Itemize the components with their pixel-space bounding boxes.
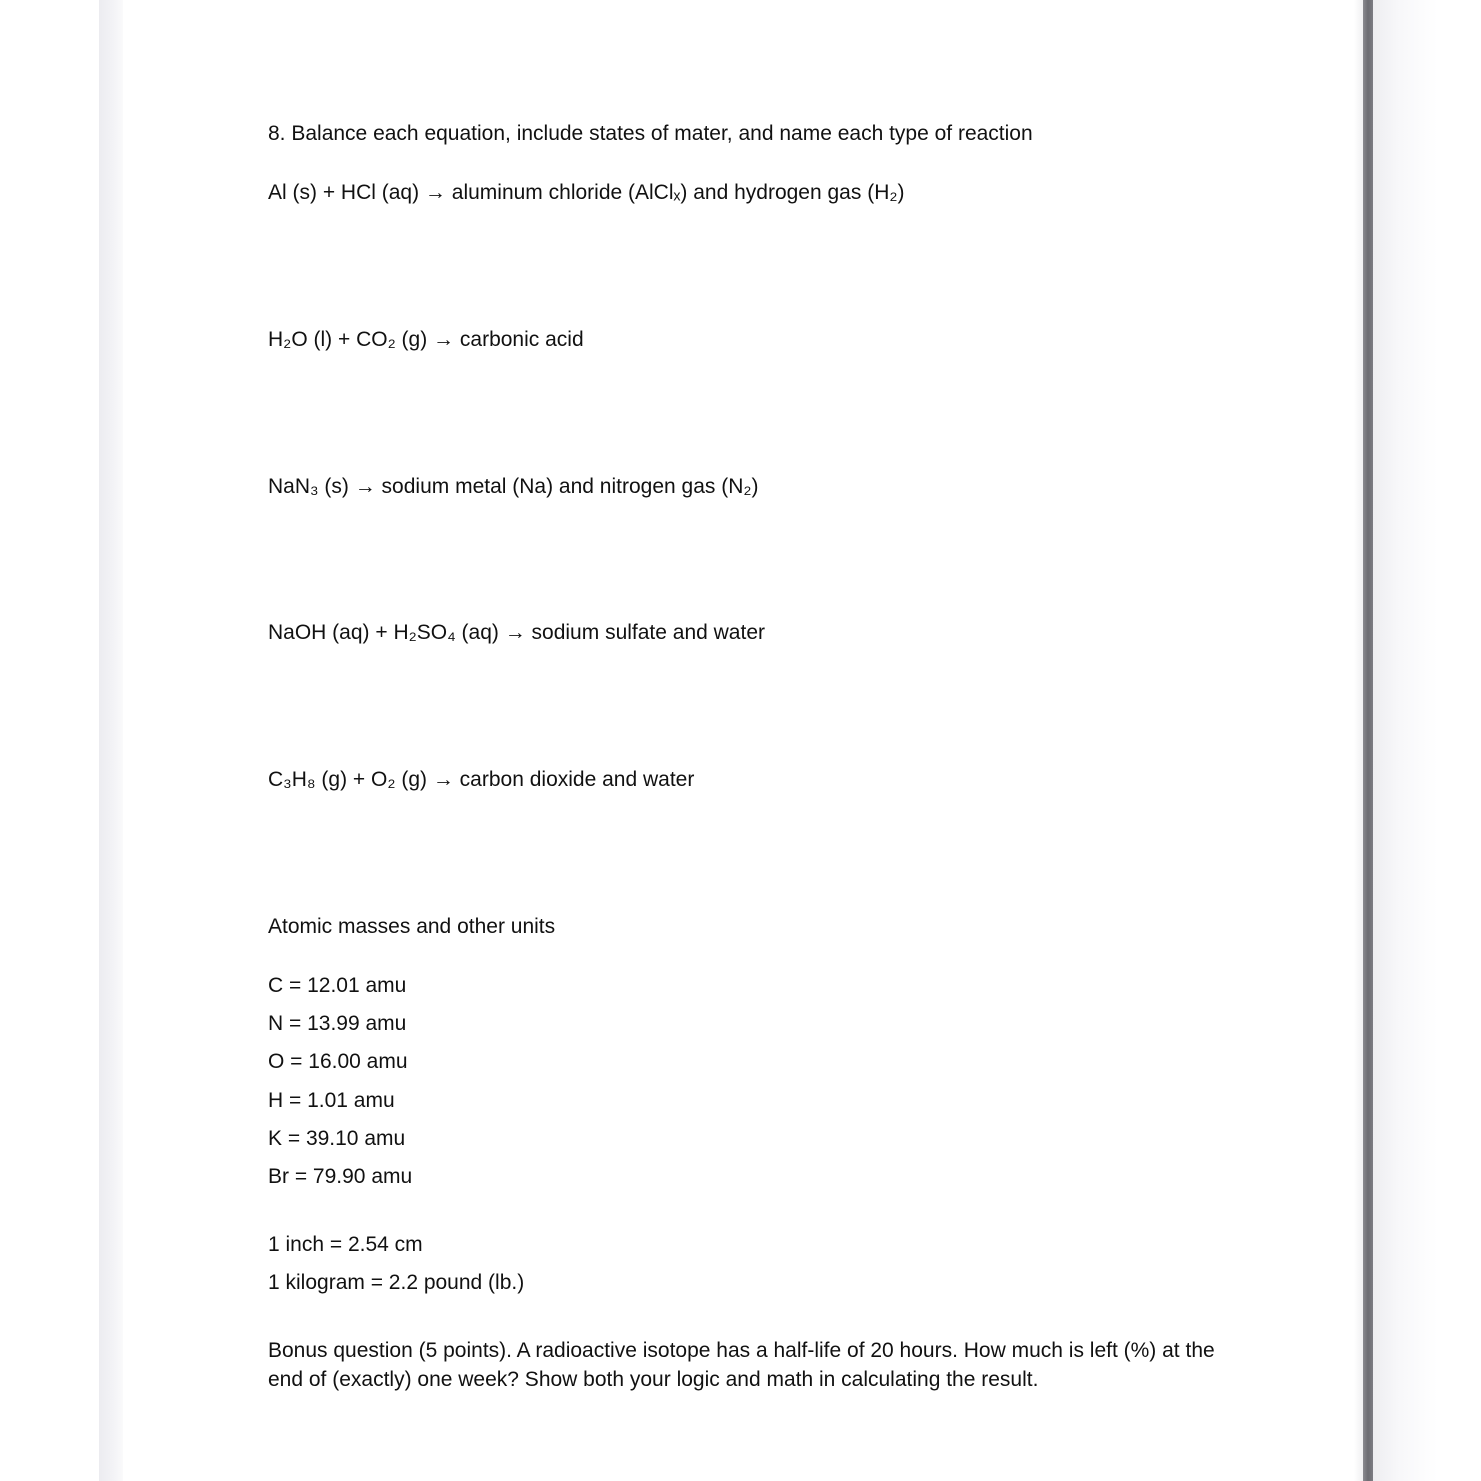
conversion-inch: 1 inch = 2.54 cm — [268, 1233, 423, 1256]
bonus-question: Bonus question (5 points). A radioactive isotope has a half-life of 20 hours. How much is left (%) at the end of (exactly) one week? Show both your logic and math in calculating the result. — [268, 1339, 1215, 1391]
document-page — [123, 0, 1363, 1481]
equation-5: C₃H₈ (g) + O₂ (g) → carbon dioxide and water — [268, 768, 695, 791]
equation-3: NaN₃ (s) → sodium metal (Na) and nitrogen gas (N₂) — [268, 475, 759, 498]
page-left-edge — [99, 0, 123, 1481]
page-right-edge — [1354, 0, 1363, 1481]
question-heading: 8. Balance each equation, include states of mater, and name each type of reaction — [268, 122, 1033, 145]
atomic-mass-br: Br = 79.90 amu — [268, 1165, 413, 1188]
equation-2: H₂O (l) + CO₂ (g) → carbonic acid — [268, 328, 584, 351]
atomic-mass-c: C = 12.01 amu — [268, 974, 407, 997]
page-divider — [1363, 0, 1373, 1481]
atomic-mass-k: K = 39.10 amu — [268, 1127, 406, 1150]
conversion-kilogram: 1 kilogram = 2.2 pound (lb.) — [268, 1271, 525, 1294]
atomic-mass-o: O = 16.00 amu — [268, 1050, 408, 1073]
equation-4: NaOH (aq) + H₂SO₄ (aq) → sodium sulfate and water — [268, 621, 765, 644]
atomic-mass-h: H = 1.01 amu — [268, 1089, 395, 1112]
equation-1: Al (s) + HCl (aq) → aluminum chloride (AlClₓ) and hydrogen gas (H₂) — [268, 181, 905, 204]
left-gutter — [0, 0, 99, 1481]
atomic-mass-n: N = 13.99 amu — [268, 1012, 407, 1035]
reference-heading: Atomic masses and other units — [268, 915, 556, 938]
right-gutter — [1373, 0, 1481, 1481]
